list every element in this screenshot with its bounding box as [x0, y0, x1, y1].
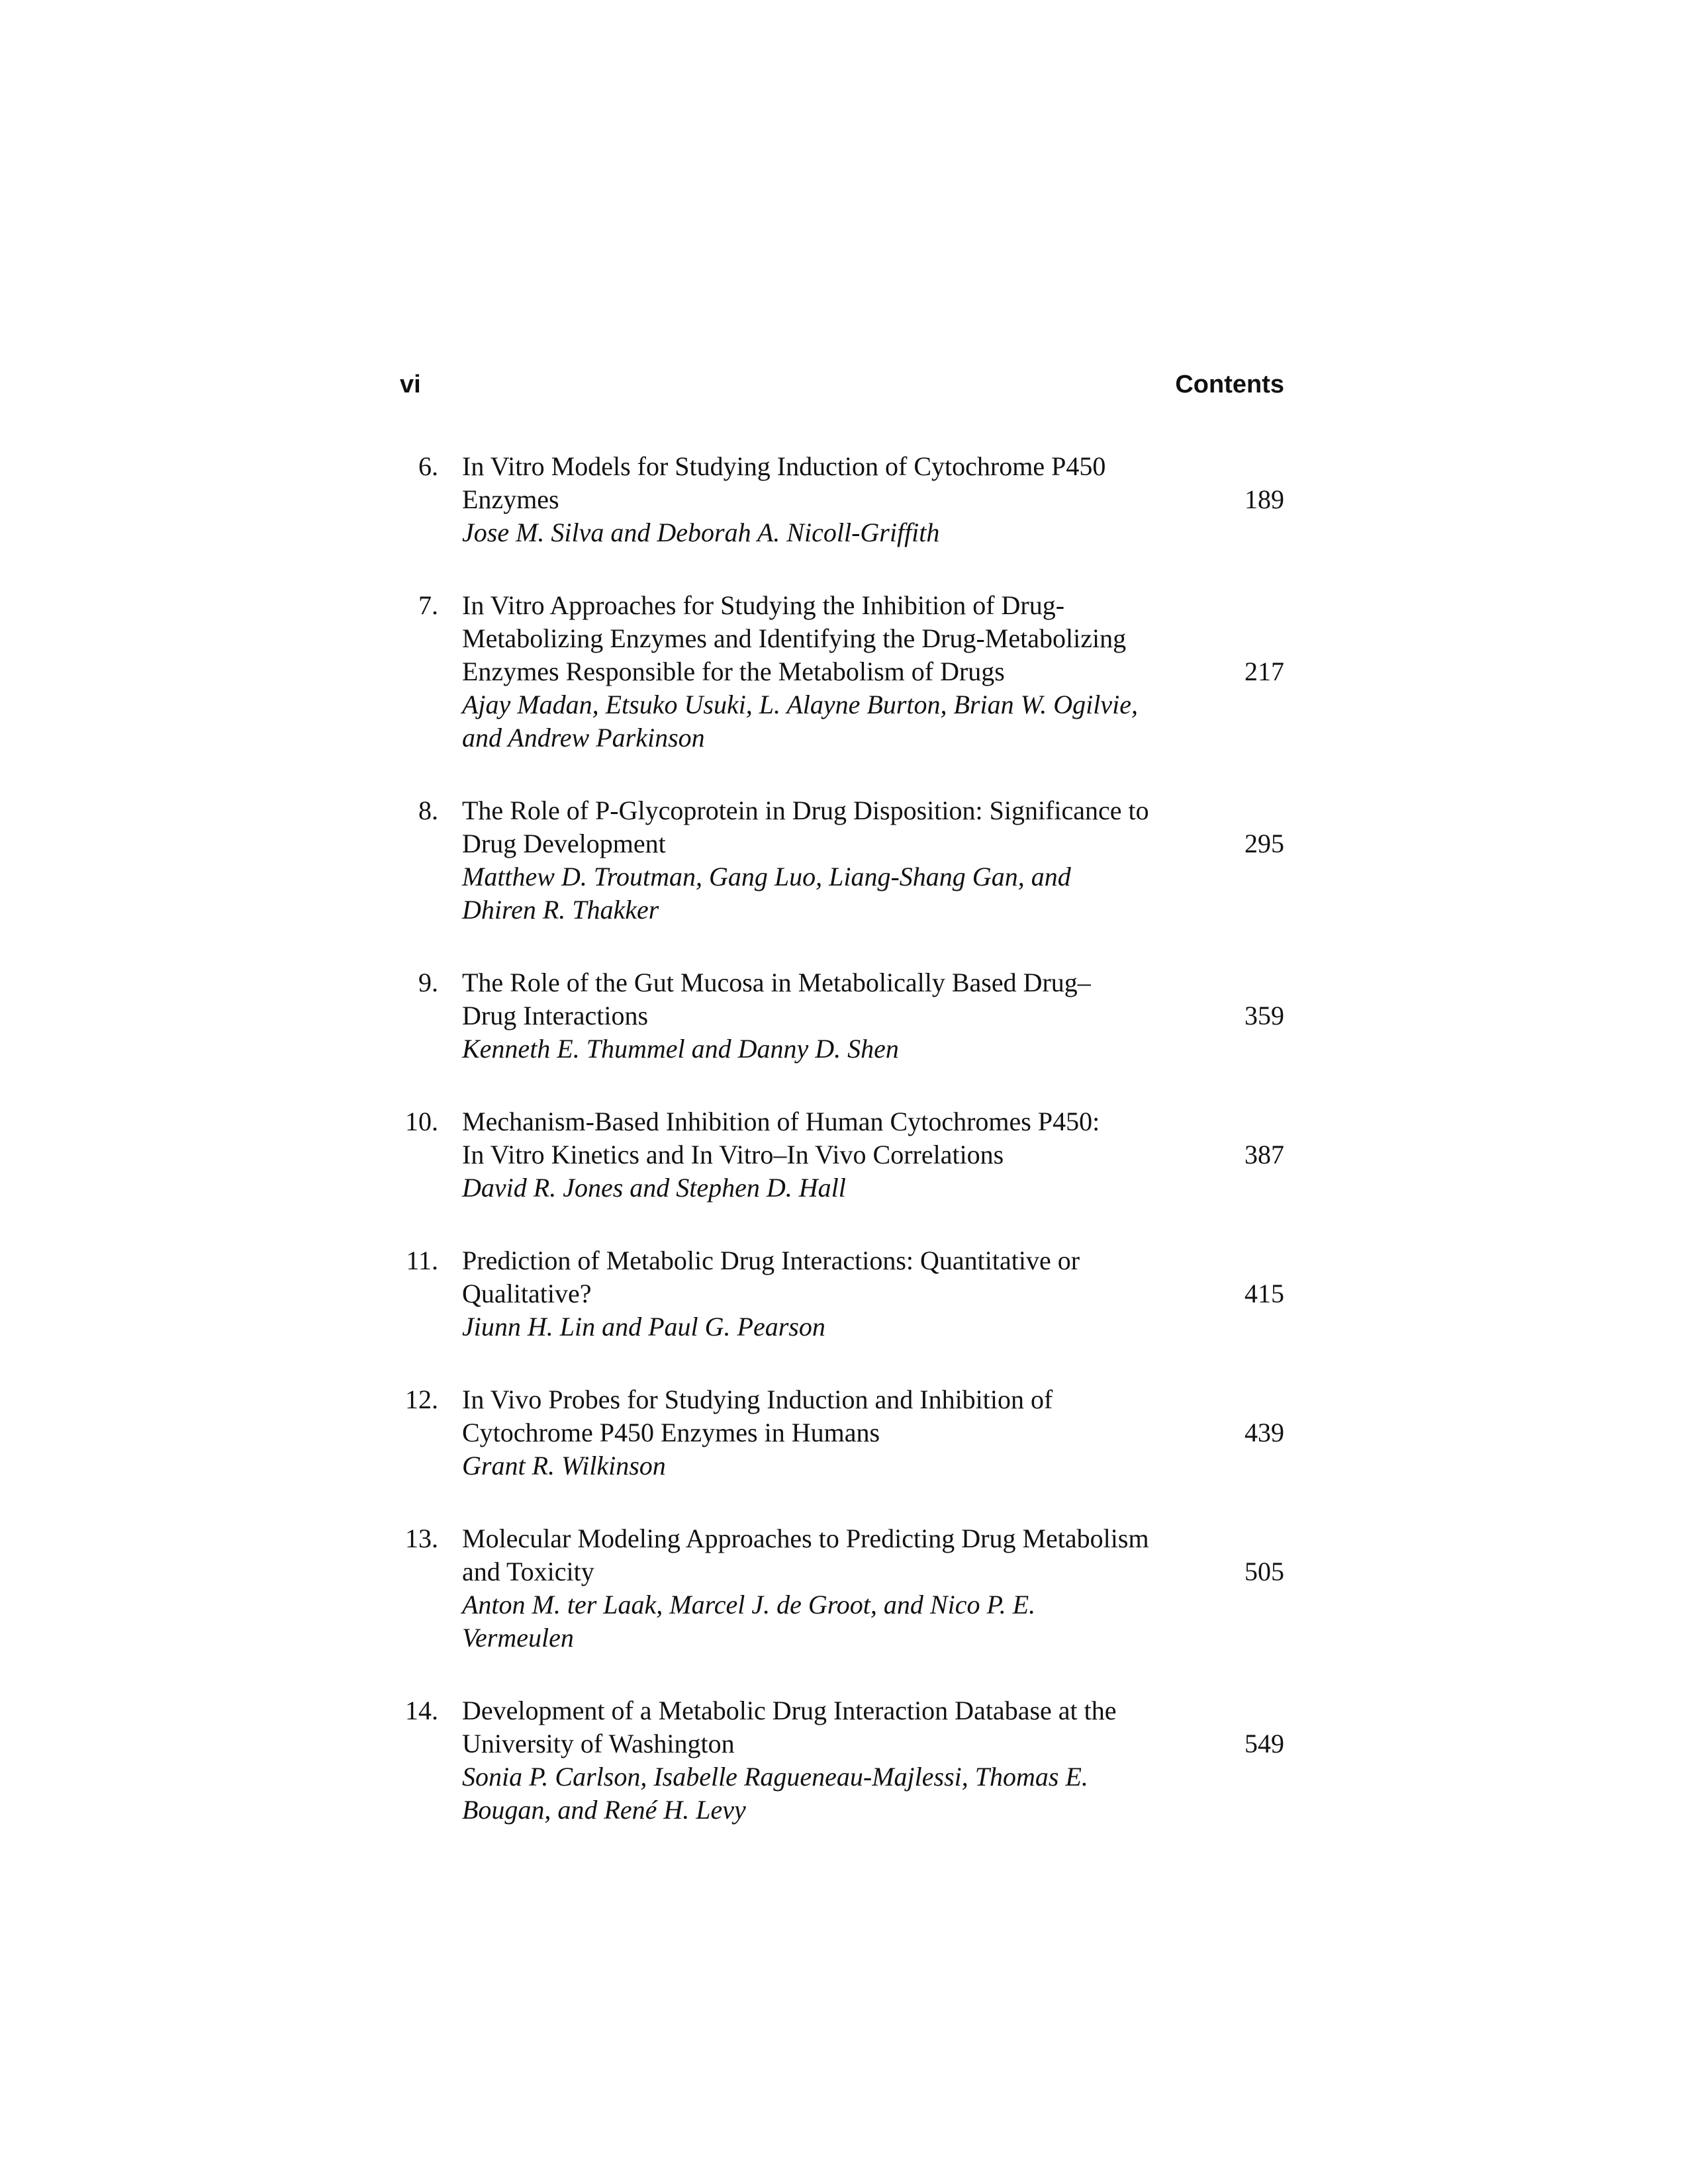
running-head	[400, 371, 1284, 410]
chapter-title-line: The Role of P-Glycoprotein in Drug Disposition: Significance to	[462, 796, 1149, 825]
page-number: 505	[1244, 1557, 1284, 1586]
chapter-number: 9.	[418, 968, 438, 997]
chapter-title	[462, 589, 1203, 688]
chapter-title-line: Prediction of Metabolic Drug Interactions: Quantitative or	[462, 1246, 1080, 1275]
chapter-author-line: Anton M. ter Laak, Marcel J. de Groot, and Nico P. E.	[462, 1590, 1036, 1619]
chapter-title-line: and Toxicity	[462, 1557, 594, 1586]
chapter-authors	[462, 1449, 1203, 1482]
chapter-title-line: Qualitative?	[462, 1279, 592, 1308]
chapter-number: 14.	[405, 1696, 438, 1725]
chapter-number: 7.	[418, 590, 438, 620]
chapter-authors	[462, 516, 1203, 549]
chapter-authors	[462, 1760, 1203, 1827]
chapter-authors	[462, 1310, 1203, 1343]
chapter-number: 12.	[405, 1385, 438, 1414]
chapter-author-line: Sonia P. Carlson, Isabelle Ragueneau-Majlessi, Thomas E.	[462, 1762, 1088, 1792]
chapter-title	[462, 1522, 1203, 1588]
page-folio: vi	[400, 371, 421, 398]
chapter-title	[462, 966, 1203, 1032]
chapter-authors	[462, 1588, 1203, 1655]
chapter-author-line: Grant R. Wilkinson	[462, 1451, 666, 1480]
chapter-author-line: Kenneth E. Thummel and Danny D. Shen	[462, 1034, 899, 1064]
chapter-title-line: Enzymes Responsible for the Metabolism of Drugs	[462, 657, 1005, 686]
chapter-title	[462, 450, 1203, 516]
chapter-author-line: Ajay Madan, Etsuko Usuki, L. Alayne Burton, Brian W. Ogilvie,	[462, 690, 1138, 719]
chapter-title	[462, 1694, 1203, 1760]
chapter-authors	[462, 1032, 1203, 1066]
page-number: 415	[1244, 1279, 1284, 1308]
chapter-author-line: David R. Jones and Stephen D. Hall	[462, 1173, 846, 1203]
chapter-title	[462, 1244, 1203, 1310]
chapter-authors	[462, 688, 1203, 754]
chapter-title-line: In Vitro Models for Studying Induction of Cytochrome P450	[462, 451, 1106, 481]
chapter-title-line: Development of a Metabolic Drug Interaction Database at the	[462, 1696, 1117, 1725]
chapter-title-line: In Vitro Approaches for Studying the Inhibition of Drug-	[462, 590, 1065, 620]
chapter-title-line: In Vivo Probes for Studying Induction and Inhibition of	[462, 1385, 1053, 1414]
chapter-author-line: Matthew D. Troutman, Gang Luo, Liang-Shang Gan, and	[462, 862, 1071, 891]
chapter-text	[462, 1105, 1203, 1205]
page-number: 359	[1244, 1001, 1284, 1030]
chapter-title-line: Enzymes	[462, 484, 559, 514]
chapter-author-line: Dhiren R. Thakker	[462, 895, 659, 925]
chapter-title-line: Metabolizing Enzymes and Identifying the Drug-Metabolizing	[462, 623, 1127, 653]
chapter-author-line: and Andrew Parkinson	[462, 723, 705, 752]
page-number: 217	[1244, 657, 1284, 686]
chapter-text	[462, 1383, 1203, 1482]
chapter-number: 10.	[405, 1107, 438, 1136]
chapter-author-line: Vermeulen	[462, 1623, 574, 1653]
chapter-title-line: The Role of the Gut Mucosa in Metabolically Based Drug–	[462, 968, 1091, 997]
page-number: 439	[1244, 1418, 1284, 1447]
running-head-title: Contents	[1175, 371, 1284, 398]
chapter-title	[462, 794, 1203, 860]
chapter-title-line: Drug Interactions	[462, 1001, 649, 1030]
chapter-text	[462, 589, 1203, 754]
chapter-title-line: University of Washington	[462, 1729, 735, 1758]
chapter-authors	[462, 860, 1203, 927]
chapter-text	[462, 966, 1203, 1066]
page-number: 295	[1244, 829, 1284, 858]
chapter-author-line: Jiunn H. Lin and Paul G. Pearson	[462, 1312, 825, 1342]
page-number: 189	[1244, 484, 1284, 514]
chapter-number: 13.	[405, 1524, 438, 1553]
chapter-text	[462, 794, 1203, 927]
chapter-title-line: Molecular Modeling Approaches to Predicting Drug Metabolism	[462, 1524, 1149, 1553]
chapter-title	[462, 1383, 1203, 1449]
chapter-title-line: Mechanism-Based Inhibition of Human Cytochromes P450:	[462, 1107, 1100, 1136]
chapter-number: 6.	[418, 451, 438, 481]
chapter-text	[462, 1244, 1203, 1343]
chapter-text	[462, 1522, 1203, 1655]
chapter-text	[462, 1694, 1203, 1827]
chapter-author-line: Jose M. Silva and Deborah A. Nicoll-Griffith	[462, 518, 940, 547]
chapter-title-line: Drug Development	[462, 829, 666, 858]
chapter-authors	[462, 1171, 1203, 1205]
page-number: 387	[1244, 1140, 1284, 1169]
chapter-number: 8.	[418, 796, 438, 825]
chapter-title-line: Cytochrome P450 Enzymes in Humans	[462, 1418, 880, 1447]
chapter-author-line: Bougan, and René H. Levy	[462, 1795, 746, 1825]
chapter-number: 11.	[406, 1246, 438, 1275]
page-number: 549	[1244, 1729, 1284, 1758]
chapter-title	[462, 1105, 1203, 1171]
chapter-text	[462, 450, 1203, 549]
chapter-title-line: In Vitro Kinetics and In Vitro–In Vivo Correlations	[462, 1140, 1004, 1169]
